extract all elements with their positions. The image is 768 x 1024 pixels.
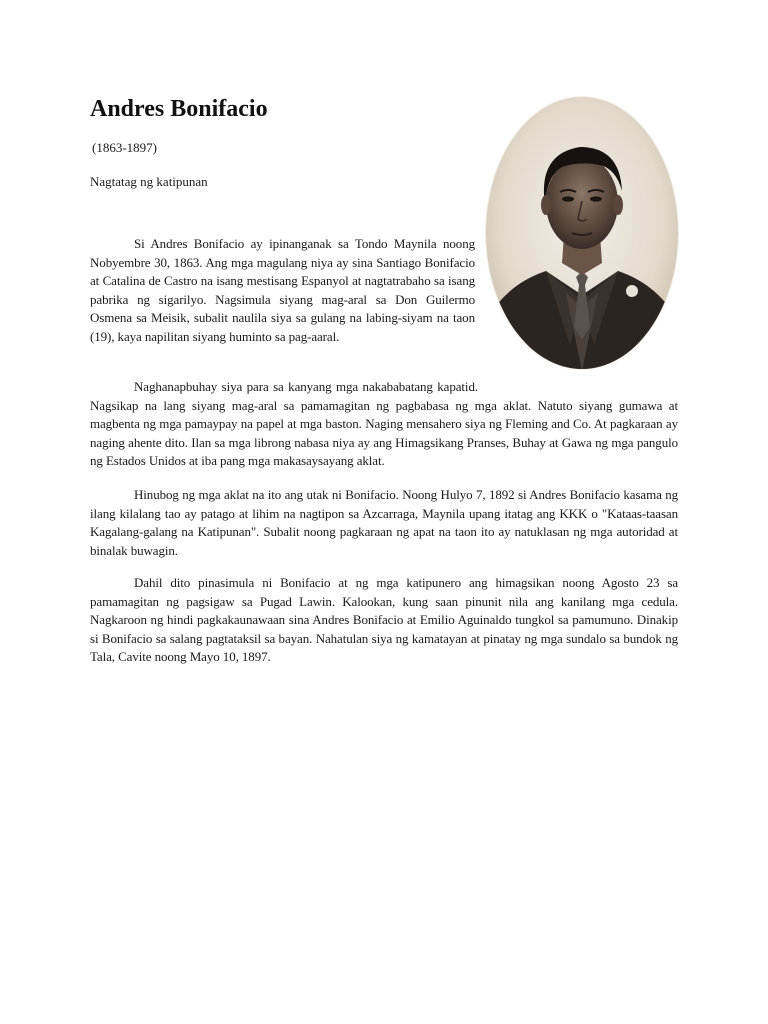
life-dates: (1863-1897) xyxy=(92,140,157,155)
paragraph-4: Dahil dito pinasimula ni Bonifacio at ng mga katipunero ang himagsikan noong Agosto 23 sa pamamagitan ng pagsigaw sa Pugad Lawin. Kalookan, kung saan pinunit nila ang kanilang mga cedula. Nagkaroon ng hindi pagkakaunawaan sina Andres Bonifacio at Emilio Aguinaldo tungkol sa pamumuno. Dinakip si Bonifacio sa salang pagtataksil sa bayan. Nahatulan siya ng kamatayan at pinatay ng mga sundalo sa bundok ng Tala, Cavite noong Mayo 10, 1897. xyxy=(90,575,678,664)
paragraph-2 xyxy=(90,378,678,471)
portrait-photo xyxy=(484,95,680,371)
page-title: Andres Bonifacio xyxy=(90,96,268,122)
paragraph-1: Si Andres Bonifacio ay ipinanganak sa Tondo Maynila noong Nobyembre 30, 1863. Ang mga magulang niya ay sina Santiago Bonifacio at Catalina de Castro na isang mestisang Espanyol at nagtatrabaho sa isang pabrika ng sigarilyo. Nagsimula siyang mag-aral sa Don Guilermo Osmena sa Meisik, subalit naulila siya sa gulang na labing-siyam na taon (19), kaya napilitan siyang huminto sa pag-aaral. xyxy=(90,236,475,344)
paragraph-3: Hinubog ng mga aklat na ito ang utak ni Bonifacio. Noong Hulyo 7, 1892 si Andres Bonifacio kasama ng ilang kilalang tao ay patago at lihim na nagtipon sa Azcarraga, Maynila upang itatag ang KKK o "Kataas-taasan Kagalang-galang na Katipunan". Subalit noong pagkaraan ng apat na taon ito ay natuklasan ng mga autoridad at binalak buwagin. xyxy=(90,487,678,558)
paragraph-2-text: Naghanapbuhay siya para sa kanyang mga nakababatang kapatid. Nagsikap na lang siyang mag-aral sa pamamagitan ng pagbabasa ng mga aklat. Natuto siyang gumawa at magbenta ng mga pamaypay na papel at mga baston. Naging mensahero siya ng Fleming and Co. At pagkaraan ay naging ahente dito. Ilan sa mga librong nabasa niya ay ang Himagsikang Pranses, Buhay at Gawa ng mga pangulo ng Estados Unidos at iba pang mga makasaysayang aklat. xyxy=(90,379,678,468)
portrait-clearance xyxy=(478,378,678,396)
subtitle: Nagtatag ng katipunan xyxy=(90,174,208,189)
